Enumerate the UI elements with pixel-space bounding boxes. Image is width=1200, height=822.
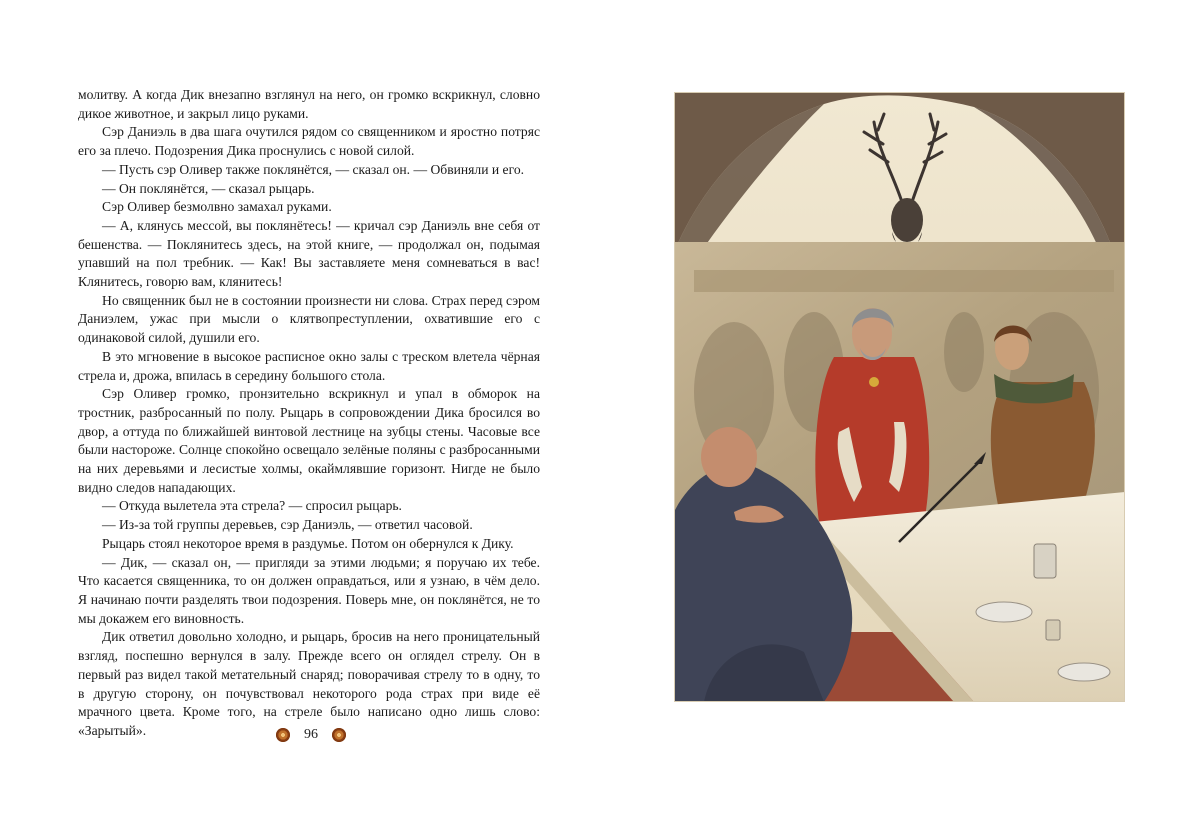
- paragraph: — Пусть сэр Оливер также поклянётся, — сказал он. — Обвиняли и его.: [102, 161, 525, 177]
- paragraph: Сэр Оливер громко, пронзительно вскрикнул и упал в обморок на тростник, разбросанный по полу. Рыцарь в сопровождении Дика бросился во двор, а оттуда по ближайшей винтовой лестнице на зубцы стены. Часовые все были настороже. Солнце спокойно освещало зелёные поляны с разбросанными на них деревьями и лесистые холмы, окаймлявшие горизонт. Нигде не было видно следов нападающих.: [78, 386, 540, 495]
- paragraph: молитву. А когда Дик внезапно взглянул на него, он громко вскрикнул, словно дикое животное, и закрыл лицо руками.: [78, 87, 540, 121]
- paragraph: — Откуда вылетела эта стрела? — спросил рыцарь.: [102, 498, 402, 514]
- story-text: [78, 86, 540, 741]
- page-number: 96: [304, 727, 318, 742]
- paragraph: — А, клянусь мессой, вы поклянётесь! — кричал сэр Даниэль вне себя от бешенства. — Поклянитесь здесь, на этой книге, — продолжал он, подымая упавший на пол требник. — Как! Вы заставляете меня сомневаться в вас! Клянитесь, говорю вам, клянитесь!: [78, 217, 540, 290]
- ornament-icon: [332, 728, 346, 742]
- paragraph: — Из-за той группы деревьев, сэр Даниэль, — ответил часовой.: [102, 517, 473, 533]
- tankard: [1034, 544, 1056, 578]
- illustration: [674, 92, 1125, 702]
- paragraph: — Дик, — сказал он, — пригляди за этими людьми; я поручаю их тебе. Что касается священника, то он должен оправдаться, или я узнаю, в чём дело. Я начинаю почти разделять твои подозрения. Поверь мне, он поклянётся, не то мы докажем его виновность.: [78, 554, 540, 626]
- stag-head: [891, 198, 923, 242]
- paragraph: — Он поклянётся, — сказал рыцарь.: [102, 180, 315, 196]
- ornament-icon: [276, 728, 290, 742]
- text-page: [78, 86, 540, 741]
- paragraph: Сэр Оливер безмолвно замахал руками.: [102, 199, 332, 215]
- cup: [1046, 620, 1060, 640]
- paragraph: Сэр Даниэль в два шага очутился рядом со священником и яростно потряс его за плечо. Подозрения Дика проснулись с новой силой.: [78, 124, 540, 159]
- illustration-artwork: [674, 92, 1125, 702]
- plate: [976, 602, 1032, 622]
- paragraph: Рыцарь стоял некоторое время в раздумье. Потом он обернулся к Дику.: [102, 535, 514, 551]
- page-footer: [276, 726, 346, 744]
- paragraph: Но священник был не в состоянии произнести ни слова. Страх перед сэром Даниэлем, ужас при мысли о клятвопреступлении, охватившие его с одинаковой силой, душили его.: [78, 292, 540, 346]
- paragraph: В это мгновение в высокое расписное окно залы с треском влетела чёрная стрела и, дрожа, впилась в середину большого стола.: [78, 348, 540, 383]
- paragraph: Дик ответил довольно холодно, и рыцарь, бросив на него проницательный взгляд, поспешно вернулся в залу. Прежде всего он оглядел стрелу. Он в первый раз видел такой метательный снаряд; поворачивая стрелу то в одну, то в другую сторону, он почувствовал некоторого рода страх при виде её мрачного цвета. Кроме того, на стреле было написано одно лишь слово: «Зарытый».: [78, 629, 540, 738]
- tapestry-border: [694, 270, 1114, 292]
- plate: [1058, 663, 1110, 681]
